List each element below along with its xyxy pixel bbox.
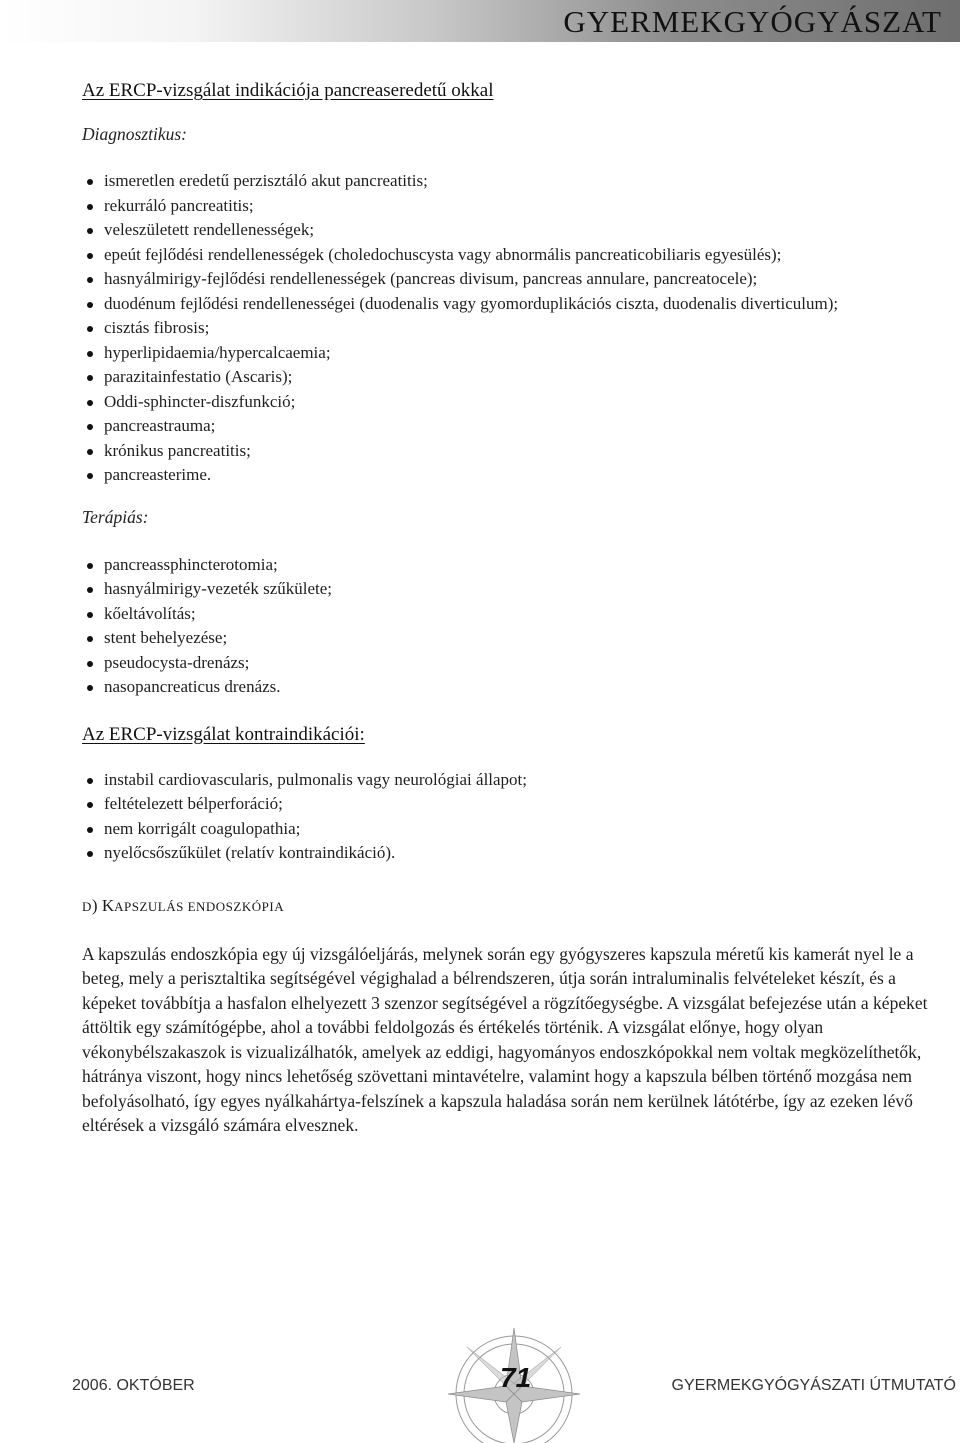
page-content — [82, 80, 952, 1138]
capsule-heading-rest: APSZULÁS ENDOSZKÓPIA — [114, 898, 285, 914]
journal-title: GYERMEKGYÓGYÁSZAT — [563, 4, 942, 39]
contraindication-heading: Az ERCP-vizsgálat kontraindikációi: — [82, 723, 365, 745]
capsule-endoscopy-paragraph: A kapszulás endoszkópia egy új vizsgálóeljárás, melynek során egy gyógyszeres kapszula méretű kis kamerát nyel le a beteg, mely a perisztaltika segítségével végighalad a bélrendszeren, útja során intraluminalis felvételeket készít, és a képeket továbbítja a hasfalon elhelyezett 3 szenzor segítségével a rögzítőegységbe. A vizsgálat befejezése után a képeket áttöltik egy számítógépbe, ahol a további feldolgozás és értékelés történik. A vizsgálat előnye, hogy olyan vékonybélszakaszok is vizualizálhatók, amelyek az eddigi, hagyományos endoszkópokkal nem voltak megközelíthetők, hátránya viszont, hogy nincs lehetőség szövettani mintavételre, valamint hogy a kapszula bélben történő mozgása nem befolyásolható, így egyes nyálkahártya-felszínek a kapszula haladása során nem kerülnek látótérbe, így az ezeken lévő eltérések a vizsgáló számára elvesznek. — [82, 943, 928, 1135]
list-item: hasnyálmirigy-vezeték szűkülete; — [82, 577, 952, 602]
list-item: rekurráló pancreatitis; — [82, 194, 952, 219]
list-item: kőeltávolítás; — [82, 602, 952, 627]
diagnostic-subheading: Diagnosztikus: — [82, 124, 187, 144]
diagnostic-list — [82, 169, 952, 488]
list-item: pseudocysta-drenázs; — [82, 651, 952, 676]
list-item: krónikus pancreatitis; — [82, 439, 952, 464]
header-band — [0, 0, 960, 42]
capsule-heading-paren: ) — [91, 895, 98, 915]
list-item: nem korrigált coagulopathia; — [82, 817, 952, 842]
list-item: instabil cardiovascularis, pulmonalis vagy neurológiai állapot; — [82, 768, 952, 793]
page-number: 71 — [500, 1362, 532, 1393]
list-item: pancreasterime. — [82, 463, 952, 488]
list-item: parazitainfestatio (Ascaris); — [82, 365, 952, 390]
footer-date: 2006. OKTÓBER — [72, 1377, 195, 1394]
list-item: epeút fejlődési rendellenességek (choledochuscysta vagy abnormális pancreaticobiliaris egyesülés); — [82, 243, 952, 268]
footer-publication: GYERMEKGYÓGYÁSZATI ÚTMUTATÓ — [671, 1377, 956, 1394]
therapeutic-subheading: Terápiás: — [82, 506, 149, 527]
capsule-heading-letter: D — [82, 898, 92, 914]
list-item: ismeretlen eredetű perzisztáló akut pancreatitis; — [82, 169, 952, 194]
list-item: nasopancreaticus drenázs. — [82, 675, 952, 700]
list-item: duodénum fejlődési rendellenességei (duodenalis vagy gyomorduplikációs ciszta, duodenalis diverticulum); — [82, 292, 952, 317]
list-item: stent behelyezése; — [82, 626, 952, 651]
list-item: pancreastrauma; — [82, 414, 952, 439]
list-item: hasnyálmirigy-fejlődési rendellenességek (pancreas divisum, pancreas annulare, pancreatocele); — [82, 267, 952, 292]
list-item: pancreassphincterotomia; — [82, 553, 952, 578]
list-item: hyperlipidaemia/hypercalcaemia; — [82, 341, 952, 366]
list-item: nyelőcsőszűkület (relatív kontraindikáció). — [82, 841, 952, 866]
indication-heading: Az ERCP-vizsgálat indikációja pancreaseredetű okkal — [82, 80, 494, 101]
therapeutic-list — [82, 553, 952, 700]
list-item: veleszületett rendellenességek; — [82, 218, 952, 243]
contraindication-list — [82, 768, 952, 866]
list-item: cisztás fibrosis; — [82, 316, 952, 341]
capsule-heading-initial: K — [101, 895, 115, 915]
list-item: Oddi-sphincter-diszfunkció; — [82, 390, 952, 415]
capsule-endoscopy-heading — [82, 896, 952, 916]
list-item: feltételezett bélperforáció; — [82, 792, 952, 817]
